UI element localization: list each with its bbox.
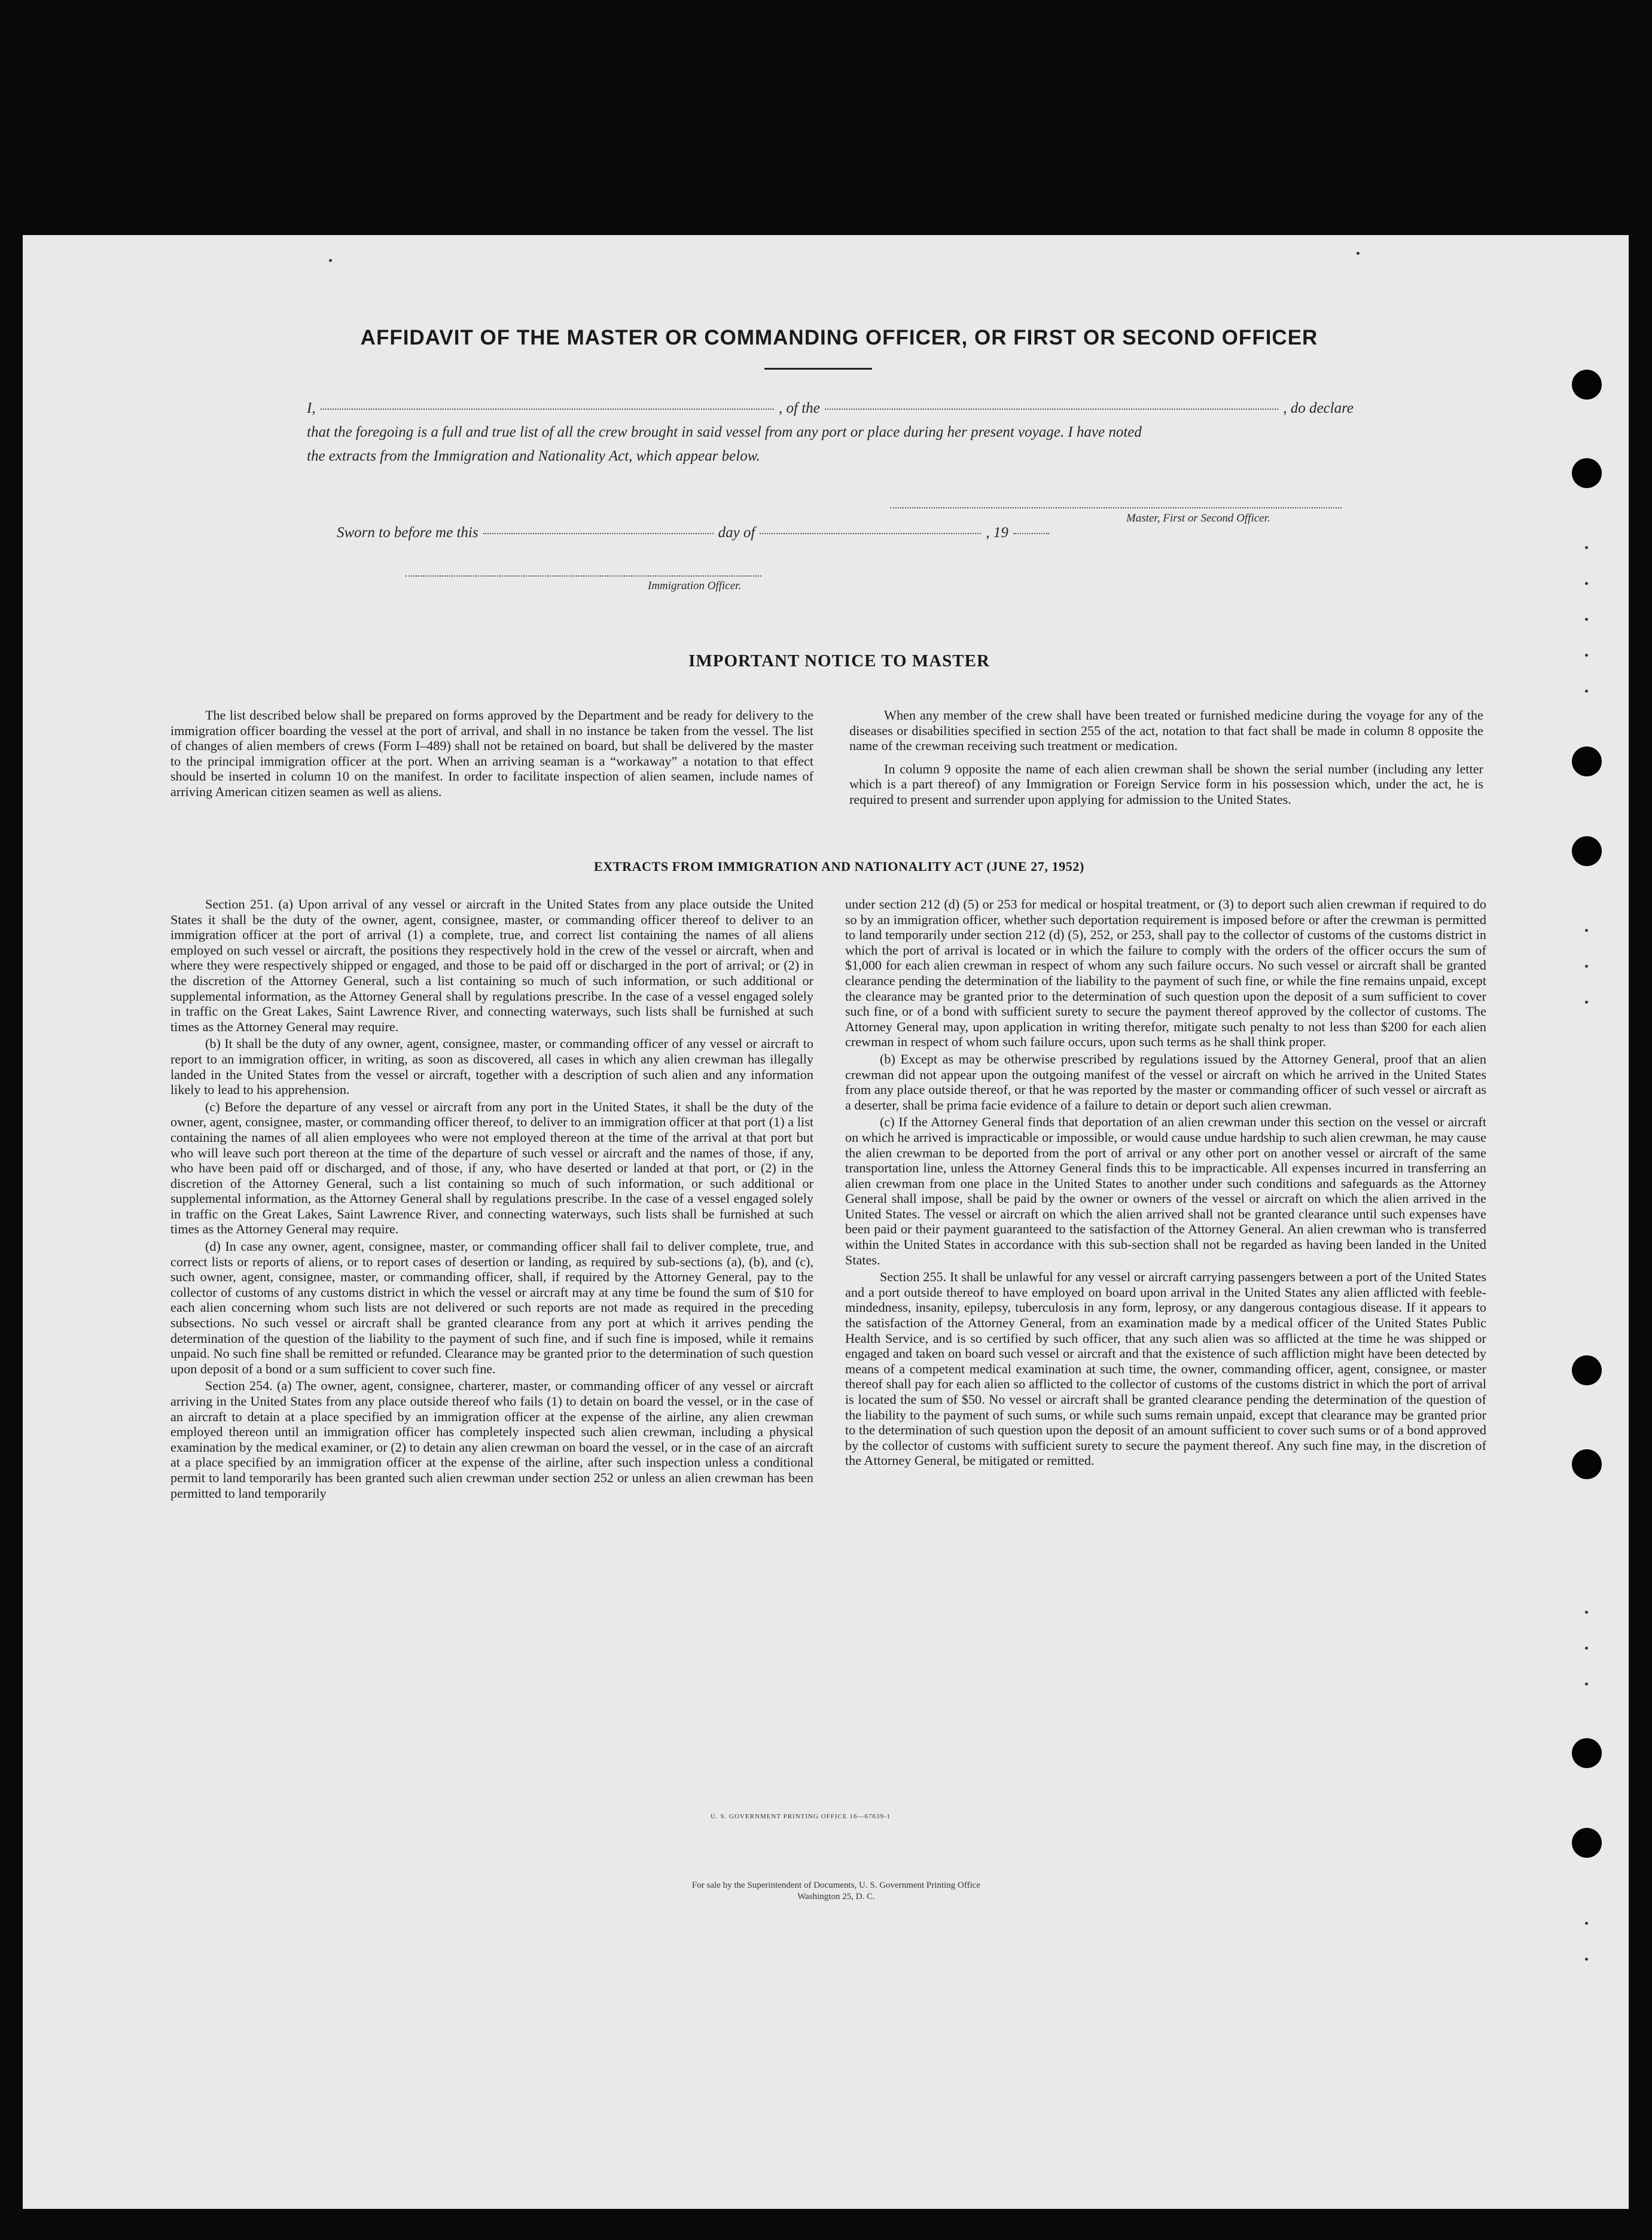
of-the-label: , of the	[779, 400, 820, 416]
day-of-label: day of	[718, 525, 755, 541]
do-declare-label: , do declare	[1283, 400, 1354, 416]
speck	[1585, 690, 1588, 693]
speck	[329, 259, 332, 262]
extracts-title: EXTRACTS FROM IMMIGRATION AND NATIONALITY ACT (JUNE 27, 1952)	[594, 859, 1084, 874]
section-paragraph: (c) If the Attorney General finds that deportation of an alien crewman under this section on the vessel or aircraft on which he arrived is impracticable or impossible, or would cause undue hardship to such alien crewman, he may cause the alien crewman to be deported from the port of arrival or any other port on another vessel or aircraft of the same transportation line, unless the Attorney General finds this to be impracticable. All expenses incurred in transferring an alien crewman from one place in the United States to another under such conditions and safeguards as the Attorney General shall impose, shall be paid by the owner or owners of the vessel or aircraft on which the alien arrived in the United States. The vessel or aircraft on which the alien arrived shall not be granted clearance until such expenses have been paid or their payment guaranteed to the satisfaction of the Attorney General. An alien crewman who is transferred within the United States in accordance with this sub-section shall not be regarded as having been landed in the United States.	[845, 1114, 1486, 1267]
officer-signature-field[interactable]	[406, 575, 761, 577]
sworn-month-field[interactable]	[760, 533, 981, 534]
notice-right-column	[849, 708, 1483, 807]
for-sale-line-1: For sale by the Superintendent of Documents, U. S. Government Printing Office	[691, 1881, 981, 1890]
printing-office-imprint: U. S. GOVERNMENT PRINTING OFFICE 16—67639-1	[711, 1813, 891, 1820]
sworn-day-field[interactable]	[483, 533, 714, 534]
extracts-right-column	[845, 897, 1486, 1468]
vessel-field[interactable]	[825, 409, 1278, 410]
speck	[1585, 1922, 1588, 1925]
for-sale-notice	[549, 1880, 1123, 1903]
binder-hole-8	[1572, 1828, 1602, 1858]
speck	[1585, 618, 1588, 621]
speck	[1585, 1958, 1588, 1961]
section-paragraph: under section 212 (d) (5) or 253 for medical or hospital treatment, or (3) to deport such alien crewman if required to do so by an immigration officer, whether such deportation requirement is imposed before or after the crewman is permitted to land temporarily under section 212 (d) (5), 252, or 253, shall pay to the collector of customs of the customs district in which the port of arrival is located or in which the failure to comply with the orders of the officer occurs the sum of $1,000 for each alien crewman in respect of whom any such failure occurs. No such vessel or aircraft shall be granted clearance pending the determination of the liability to the payment of such fine, or while the fine remains unpaid, except the clearance may be granted prior to the determination of such question upon the deposit of a sum sufficient to cover such fine, or of a bond with sufficient surety to secure the payment thereof approved by the collector of customs. The Attorney General may, upon application in writing therefor, mitigate such penalty to not less than $200 for each alien crewman in respect of whom such failure occurs, upon such terms as he shall think proper.	[845, 897, 1486, 1050]
year-label: , 19	[986, 525, 1008, 541]
section-paragraph: Section 251. (a) Upon arrival of any vessel or aircraft in the United States from any place outside the United States it shall be the duty of the owner, agent, consignee, master, or commanding officer thereof to deliver to an immigration officer at the port of arrival (1) a complete, true, and correct list containing the names of all aliens employed on such vessel or aircraft, the positions they respectively hold in the crew of the vessel or aircraft, when and where they were respectively shipped or engaged, and those to be paid off or discharged in the port of arrival; or (2) in the discretion of the Attorney General, such a list containing so much of such information, or such additional or supplemental information, as the Attorney General shall by regulations prescribe. In the case of a vessel engaged solely in traffic on the Great Lakes, Saint Lawrence River, and connecting waterways, such lists shall be furnished at such times as the Attorney General may require.	[170, 897, 813, 1034]
section-paragraph: (b) It shall be the duty of any owner, agent, consignee, master, or commanding officer of any vessel or aircraft to report to an immigration officer, in writing, as soon as discovered, all cases in which any alien crewman has illegally landed in the United States from the vessel or aircraft, together with a description of such alien and any information likely to lead to his apprehension.	[170, 1036, 813, 1098]
speck	[1585, 1611, 1588, 1614]
extracts-left-column	[170, 897, 813, 1501]
declaration-block	[307, 397, 1354, 468]
sworn-line	[337, 525, 1114, 541]
name-field[interactable]	[321, 409, 774, 410]
binder-hole-5	[1572, 1355, 1602, 1385]
notice-paragraph: In column 9 opposite the name of each alien crewman shall be shown the serial number (including any letter which is a part thereof) of any Immigration or Foreign Service form in his possession which, under the act, he is required to present and surrender upon applying for admission to the United States.	[849, 761, 1483, 807]
speck	[1585, 929, 1588, 932]
speck	[1357, 252, 1360, 255]
declaration-text-1: that the foregoing is a full and true list of all the crew brought in said vessel from any port or place during her present voyage. I have noted	[307, 424, 1142, 440]
binder-hole-7	[1572, 1738, 1602, 1768]
section-paragraph: Section 255. It shall be unlawful for any vessel or aircraft carrying passengers between a port of the United States and a port outside thereof to have employed on board upon arrival in the United States any alien afflicted with feeble-mindedness, insanity, epilepsy, tuberculosis in any form, leprosy, or any dangerous contagious disease. If it appears to the satisfaction of the Attorney General, from an examination made by a medical officer of the United States Public Health Service, and is so certified by such officer, that any such alien was so afflicted at the time he was shipped or engaged and taken on board such vessel or aircraft and that the existence of such affliction might have been detected by means of a competent medical examination at such time, the owner, commanding officer, agent, consignee, or master thereof shall pay for each alien so afflicted to the collector of customs of the customs district in which the port of arrival is located the sum of $50. No vessel or aircraft shall be granted clearance pending the determination of the question of the liability to the payment of such sums, or while such sums remain unpaid, except that clearance may be granted prior to the determination of such question upon the deposit of an amount sufficient to cover such sums or of a bond approved by the collector of customs with sufficient surety to secure the payment thereof. Any such fine may, in the discretion of the Attorney General, be mitigated or remitted.	[845, 1269, 1486, 1468]
officer-signature-label: Immigration Officer.	[648, 580, 742, 592]
sworn-year-field[interactable]	[1013, 533, 1049, 534]
declaration-fill-line	[307, 397, 1354, 420]
title-rule	[764, 368, 872, 370]
section-paragraph: (b) Except as may be otherwise prescribed by regulations issued by the Attorney General, proof that an alien crewman did not appear upon the outgoing manifest of the vessel or aircraft on which he arrived in the United States from any place outside thereof, or that he was reported by the master or commanding officer of such vessel or aircraft as a deserter, shall be prima facie evidence of a failure to detain or deport such alien crewman.	[845, 1051, 1486, 1113]
notice-paragraph: When any member of the crew shall have been treated or furnished medicine during the voyage for any of the diseases or disabilities specified in section 255 of the act, notation to that fact shall be made in column 8 opposite the name of the crewman receiving such treatment or medication.	[849, 708, 1483, 754]
i-label: I,	[307, 400, 316, 416]
affidavit-title: AFFIDAVIT OF THE MASTER OR COMMANDING OFFICER, OR FIRST OR SECOND OFFICER	[360, 326, 1318, 349]
speck	[1585, 582, 1588, 585]
form-page	[23, 235, 1629, 2209]
speck	[1585, 1647, 1588, 1650]
declaration-text-2: the extracts from the Immigration and Nationality Act, which appear below.	[307, 448, 760, 464]
binder-hole-4	[1572, 836, 1602, 866]
speck	[1585, 654, 1588, 657]
notice-paragraph: The list described below shall be prepared on forms approved by the Department and be ready for delivery to the immigration officer boarding the vessel at the port of arrival, and shall in no instance be taken from the vessel. The list of changes of alien members of crews (Form I–489) shall not be retained on board, but shall be delivered by the master to the principal immigration officer at the port. When an arriving seaman is a “workaway” a notation to that effect should be inserted in column 10 on the manifest. In order to facilitate inspection of alien seamen, include names of arriving American citizen seamen as well as aliens.	[170, 708, 813, 799]
speck	[1585, 546, 1588, 549]
speck	[1585, 965, 1588, 968]
speck	[1585, 1683, 1588, 1686]
notice-left-column	[170, 708, 813, 800]
notice-title: IMPORTANT NOTICE TO MASTER	[688, 651, 990, 671]
master-signature-field[interactable]	[890, 507, 1342, 508]
for-sale-line-2: Washington 25, D. C.	[797, 1892, 875, 1901]
sworn-label: Sworn to before me this	[337, 525, 478, 541]
section-paragraph: (d) In case any owner, agent, consignee, master, or commanding officer shall fail to deliver complete, true, and correct lists or reports of aliens, or to report cases of desertion or landing, as required by sub-sections (a), (b), and (c), such owner, agent, consignee, master, or commanding officer, shall, if required by the Attorney General, pay to the collector of customs of any customs district in which the vessel or aircraft may at any time be found the sum of $10 for each alien concerning whom such lists are not delivered or such reports are not made as required in the preceding subsections. No such vessel or aircraft shall be granted clearance from any port at which it arrives pending the determination of the question of the liability to the payment of such fine, and if such fine is imposed, while it remains unpaid. No such fine shall be remitted or refunded. Clearance may be granted prior to the determination of such question upon deposit of a bond or a sum sufficient to cover such fine.	[170, 1239, 813, 1376]
binder-hole-3	[1572, 746, 1602, 776]
master-signature-label: Master, First or Second Officer.	[1126, 512, 1270, 525]
section-paragraph: Section 254. (a) The owner, agent, consignee, charterer, master, or commanding officer of any vessel or aircraft arriving in the United States from any place outside thereof who fails (1) to detain on board the vessel, or in the case of an aircraft to detain at a place specified by an immigration officer at the expense of the airline, any alien crewman employed thereon until an immigration officer has completely inspected such alien crewman, including a physical examination by the medical examiner, or (2) to detain any alien crewman on board the vessel, or in the case of an aircraft at a place specified by an immigration officer at the expense of the airline, after such inspection unless a conditional permit to land temporarily has been granted such alien crewman under section 252 or unless an alien crewman has been permitted to land temporarily	[170, 1378, 813, 1501]
binder-hole-1	[1572, 370, 1602, 400]
speck	[1585, 1001, 1588, 1004]
section-paragraph: (c) Before the departure of any vessel or aircraft from any port in the United States, it shall be the duty of the owner, agent, consignee, master, or commanding officer thereof, to deliver to an immigration officer at that port (1) a list containing the names of all alien employees who were not employed thereon at the time of the arrival at that port but who will leave such port thereon at the time of the departure of such vessel or aircraft and the names of those, if any, who have been paid off or discharged, and of those, if any, who have deserted or landed at that port, or (2) in the discretion of the Attorney General, such a list containing so much of such information, or such additional or supplemental information, as the Attorney General shall by regulations prescribe. In the case of a vessel engaged solely in traffic on the Great Lakes, Saint Lawrence River, and connecting waterways, such lists shall be furnished at such times as the Attorney General may require.	[170, 1099, 813, 1237]
binder-hole-2	[1572, 458, 1602, 488]
binder-hole-6	[1572, 1449, 1602, 1479]
